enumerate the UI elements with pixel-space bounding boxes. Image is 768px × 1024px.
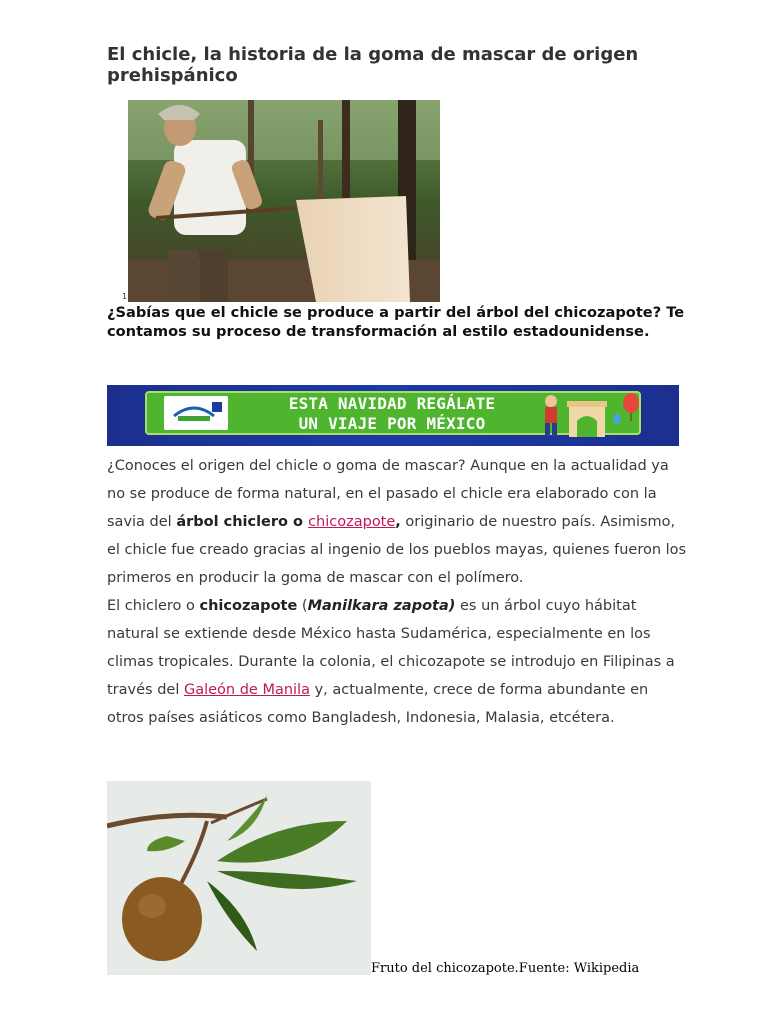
article-subtitle: ¿Sabías que el chicle se produce a partir del árbol del chicozapote? Te contamos su proceso de transformación al estilo estadounidense. bbox=[107, 304, 685, 340]
chicozapote-fruit-photo bbox=[107, 781, 371, 975]
ad-banner[interactable] bbox=[107, 385, 679, 446]
galeon-de-manila-link[interactable]: Galeón de Manila bbox=[183, 682, 310, 698]
footnote-marker: 1 bbox=[122, 292, 128, 301]
traveler-arch-icon bbox=[537, 387, 647, 443]
logo-icon bbox=[164, 396, 228, 430]
paragraph-habitat: El chiclero o chicozapote (Manilkara zapota) es un árbol cuyo hábitat natural se extiende desde México hasta Sudamérica, especialmente en los climas tropicales. Durante la colonia, el chicozapote se introdujo en Filipinas a través del Galeón de Manila y, actualmente, crece de forma abundante en otros países asiáticos como Bangladesh, Indonesia, Malasia, etcétera. bbox=[107, 598, 675, 726]
article-body bbox=[107, 452, 687, 732]
banner-line-1: ESTA NAVIDAD REGÁLATE bbox=[288, 394, 496, 413]
chiclero-illustration bbox=[128, 100, 440, 302]
article-title: El chicle, la historia de la goma de mascar de origen prehispánico bbox=[107, 44, 639, 86]
paragraph-origin: ¿Conoces el origen del chicle o goma de mascar? Aunque en la actualidad ya no se produce de forma natural, en el pasado el chicle era elaborado con la savia del árbol chiclero o chicozapote, originario de nuestro país. Asimismo, el chicle fue creado gracias al ingenio de los pueblos mayas, quienes fueron los primeros en producir la goma de mascar con el polímero. bbox=[107, 458, 687, 586]
chicozapote-link[interactable]: chicozapote bbox=[308, 514, 396, 530]
fruit-branch-illustration bbox=[107, 781, 371, 975]
fruit-caption: Fruto del chicozapote.Fuente: Wikipedia bbox=[371, 961, 640, 976]
banner-headline bbox=[257, 394, 527, 434]
banner-logo bbox=[164, 396, 228, 430]
chiclero-photo bbox=[128, 100, 440, 302]
banner-line-2: UN VIAJE POR MÉXICO bbox=[298, 414, 486, 433]
